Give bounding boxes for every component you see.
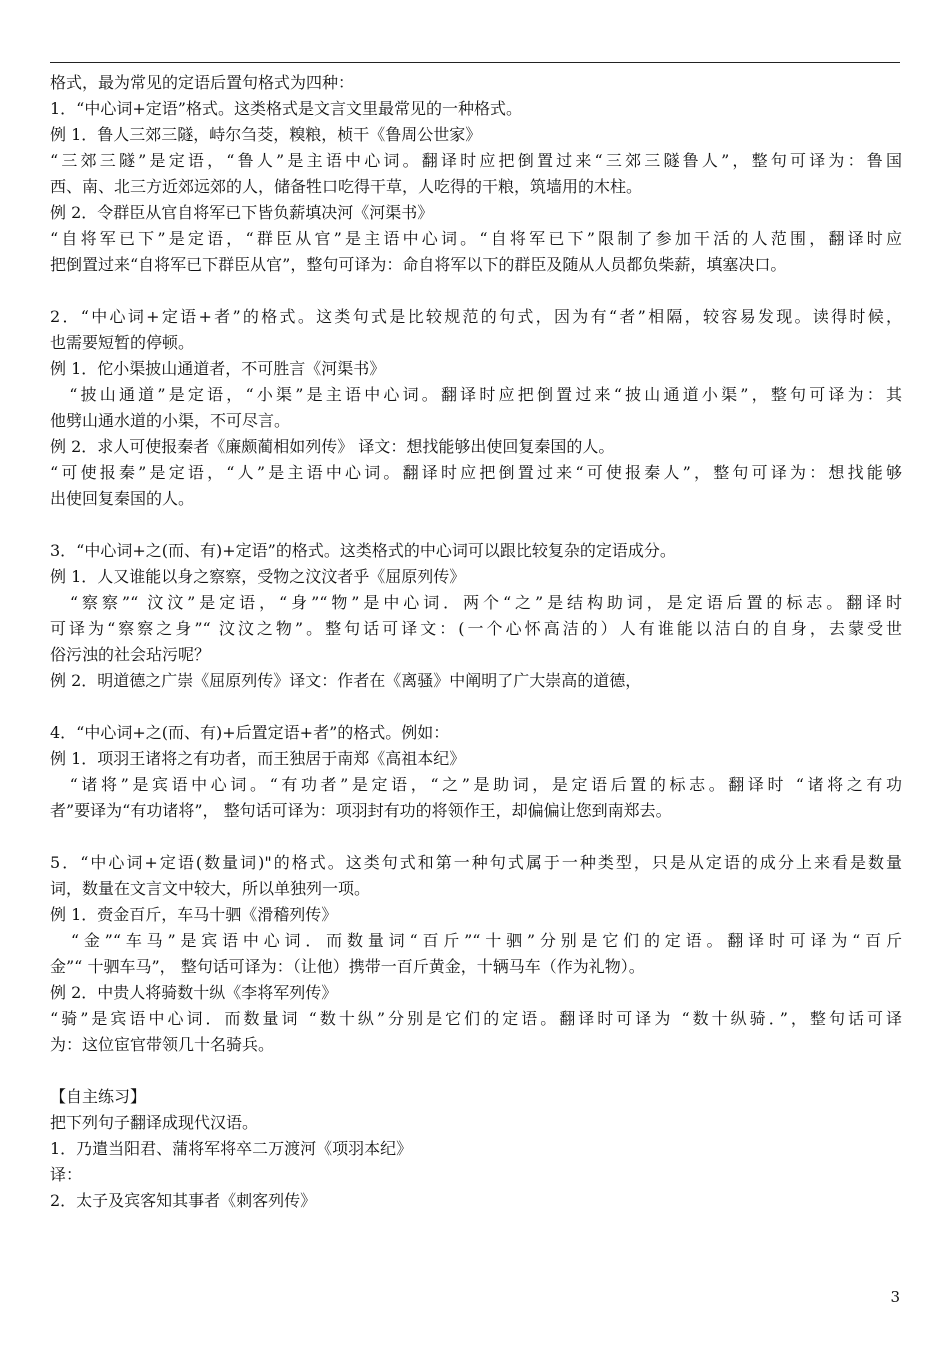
paragraph: [50, 538, 902, 564]
paragraph: [50, 668, 902, 694]
page-number: 3: [890, 1288, 900, 1306]
text-line: 例 1．项羽王诸将之有功者，而王独居于南郑《高祖本纪》: [50, 749, 466, 768]
text-line: 2．“中心词+定语+者”的格式。这类句式是比较规范的句式，因为有“者”相隔，较容易发现。读得时候，: [50, 307, 902, 326]
paragraph: [50, 850, 902, 902]
paragraph: [50, 226, 902, 278]
paragraph: [50, 304, 902, 356]
text-line: 4．“中心词+之(而、有)+后置定语+者”的格式。例如：: [50, 723, 450, 742]
paragraph: [50, 122, 902, 148]
paragraph: [50, 1110, 902, 1136]
paragraph: [50, 928, 902, 980]
text-line: 1．乃遣当阳君、蒲将军将卒二万渡河《项羽本纪》: [50, 1139, 413, 1158]
paragraph-spacer: [50, 694, 902, 720]
paragraph: [50, 200, 902, 226]
paragraph: [50, 720, 902, 746]
paragraph-spacer: [50, 278, 902, 304]
text-line: “披山通道”是定语，“小渠”是主语中心词。翻译时应把倒置过来“披山通道小渠”，整句可译为：其: [50, 385, 902, 404]
paragraph: [50, 772, 902, 824]
text-line: 【自主练习】: [50, 1087, 147, 1106]
paragraph-spacer: [50, 512, 902, 538]
text-line: 3．“中心词+之(而、有)+定语”的格式。这类格式的中心词可以跟比较复杂的定语成分。: [50, 541, 676, 560]
paragraph: [50, 1188, 902, 1214]
paragraph: [50, 1162, 902, 1188]
document-body: [50, 70, 902, 1214]
paragraph: [50, 1006, 902, 1058]
text-line: 例 2．令群臣从官自将军已下皆负薪填决河《河渠书》: [50, 203, 434, 222]
text-line: 例 1．人又谁能以身之察察，受物之汶汶者乎《屈原列传》: [50, 567, 466, 586]
paragraph: [50, 1084, 902, 1110]
paragraph: [50, 746, 902, 772]
paragraph: [50, 902, 902, 928]
paragraph: [50, 980, 902, 1006]
text-line: “金”“车马”是宾语中心词．而数量词“百斤”“十驷”分别是它们的定语。翻译时可译为“百斤: [50, 931, 902, 950]
text-line: 例 2．求人可使报秦者《廉颇蔺相如列传》 译文：想找能够出使回复秦国的人。: [50, 437, 615, 456]
text-line: 例 1．佗小渠披山通道者，不可胜言《河渠书》: [50, 359, 386, 378]
text-line: 例 2．中贵人将骑数十纵《李将军列传》: [50, 983, 338, 1002]
text-line: “可使报秦”是定语，“人”是主语中心词。翻译时应把倒置过来“可使报秦人”，整句可译为：想找能够: [50, 463, 902, 482]
paragraph: [50, 460, 902, 512]
text-line: “自将军已下”是定语，“群臣从官”是主语中心词。“自将军已下”限制了参加干活的人范围，翻译时应: [50, 229, 902, 248]
paragraph: [50, 148, 902, 200]
paragraph: [50, 356, 902, 382]
text-line: 5．“中心词+定语(数量词)"的格式。这类句式和第一种句式属于一种类型，只是从定语的成分上来看是数量: [50, 853, 902, 872]
text-line: 者”要译为“有功诸将”， 整句话可译为：项羽封有功的将领作王，却偏偏让您到南郑去。: [50, 801, 672, 820]
header-rule: [50, 62, 900, 63]
text-line: 金”“ 十驷车马”， 整句话可译为：（让他）携带一百斤黄金，十辆马车（作为礼物）。: [50, 957, 645, 976]
text-line: 为：这位宦官带领几十名骑兵。: [50, 1035, 275, 1054]
text-line: “三郊三隧”是定语，“鲁人”是主语中心词。翻译时应把倒置过来“三郊三隧鲁人”，整句可译为：鲁国: [50, 151, 902, 170]
text-line: 俗污浊的社会玷污呢？: [50, 645, 211, 664]
text-line: 例 1．鲁人三郊三隧，峙尔刍茭，糗粮，桢干《鲁周公世家》: [50, 125, 482, 144]
text-line: 词，数量在文言文中较大，所以单独列一项。: [50, 879, 371, 898]
text-line: “骑”是宾语中心词．而数量词 “数十纵”分别是它们的定语。翻译时可译为 “数十纵骑．”，整句话可译: [50, 1009, 902, 1028]
text-line: 例 2．明道德之广崇《屈原列传》译文：作者在《离骚》中阐明了广大崇高的道德，: [50, 671, 642, 690]
text-line: 他劈山通水道的小渠，不可尽言。: [50, 411, 291, 430]
text-line: “察察”“ 汶汶”是定语，“身”“物”是中心词．两个“之”是结构助词，是定语后置的标志。翻译时: [50, 593, 902, 612]
paragraph: [50, 590, 902, 668]
text-line: 格式，最为常见的定语后置句格式为四种：: [50, 73, 355, 92]
text-line: 2．太子及宾客知其事者《刺客列传》: [50, 1191, 317, 1210]
paragraph: [50, 382, 902, 434]
text-line: 西、南、北三方近郊远郊的人，储备牲口吃得干草，人吃得的干粮，筑墙用的木柱。: [50, 177, 643, 196]
paragraph: [50, 70, 902, 96]
text-line: “诸将”是宾语中心词。“有功者”是定语，“之”是助词，是定语后置的标志。翻译时 “诸将之有功: [50, 775, 902, 794]
paragraph: [50, 1136, 902, 1162]
text-line: 例 1．赍金百斤，车马十驷《滑稽列传》: [50, 905, 338, 924]
text-line: 出使回复秦国的人。: [50, 489, 195, 508]
text-line: 可译为“察察之身”“ 汶汶之物”。整句话可译文：(一个心怀高洁的）人有谁能以洁白的自身，去蒙受世: [50, 619, 902, 638]
paragraph: [50, 564, 902, 590]
paragraph: [50, 434, 902, 460]
text-line: 译：: [50, 1165, 83, 1184]
text-line: 把倒置过来“自将军已下群臣从官”，整句可译为：命自将军以下的群臣及随从人员都负柴薪，填塞决口。: [50, 255, 787, 274]
text-line: 也需要短暂的停顿。: [50, 333, 195, 352]
text-line: 把下列句子翻译成现代汉语。: [50, 1113, 259, 1132]
paragraph-spacer: [50, 1058, 902, 1084]
text-line: 1．“中心词+定语”格式。这类格式是文言文里最常见的一种格式。: [50, 99, 522, 118]
paragraph: [50, 96, 902, 122]
paragraph-spacer: [50, 824, 902, 850]
